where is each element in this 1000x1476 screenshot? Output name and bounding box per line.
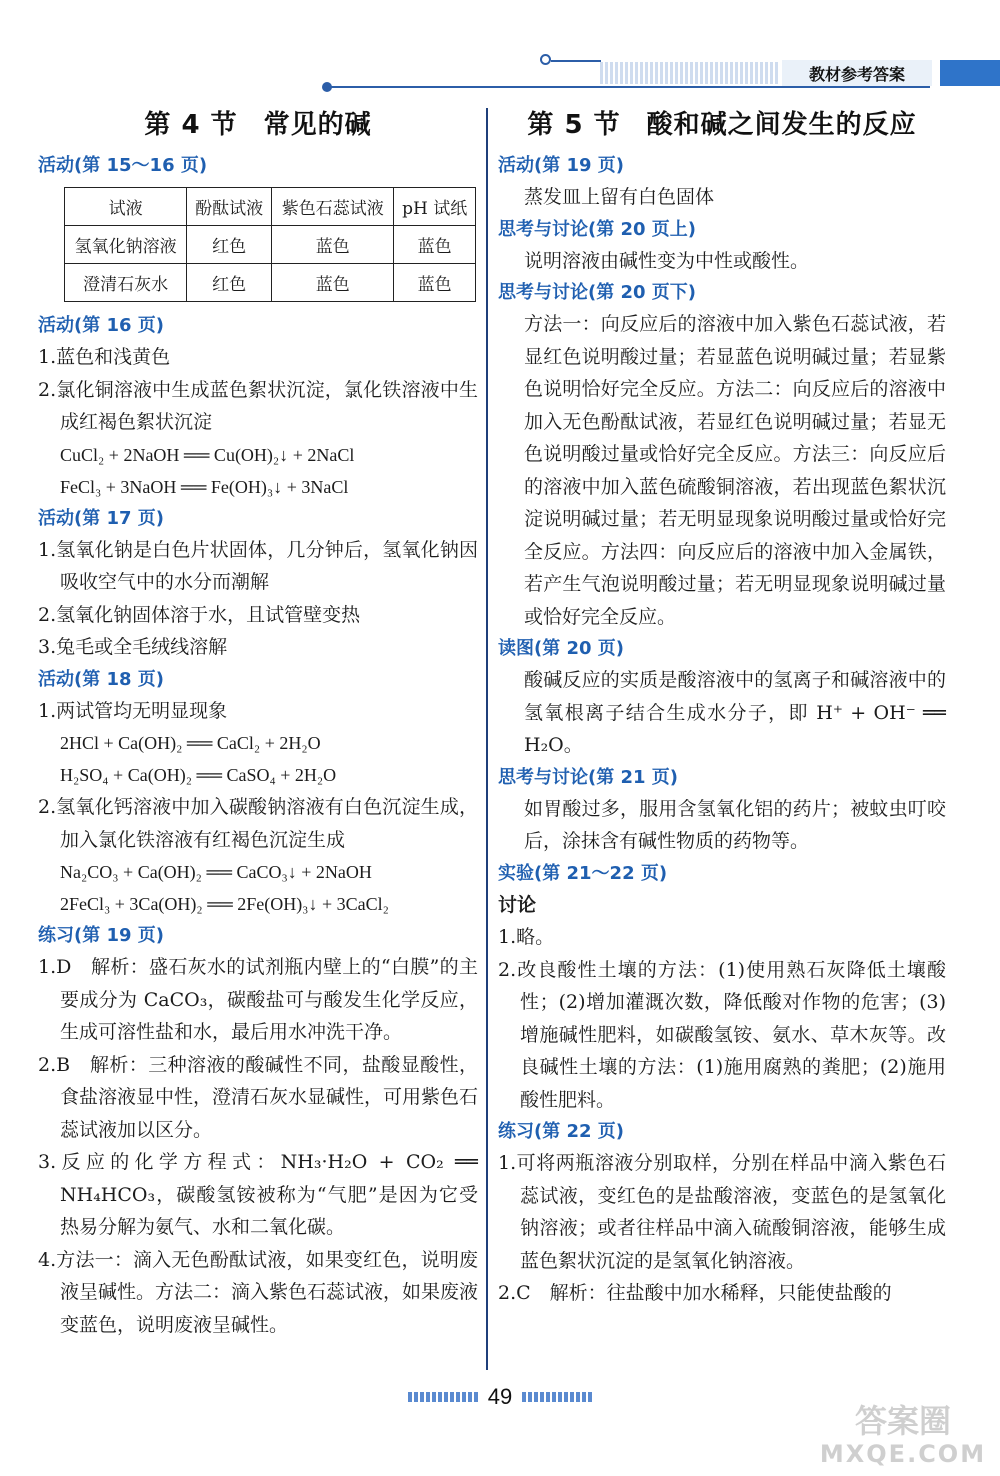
indicator-table [64,187,476,302]
header-title: 教材参考答案 [782,60,932,86]
chemical-equation: Na₂CO₃ + Ca(OH)₂ ══ CaCO₃↓ + 2NaOH [60,862,372,882]
table-row [65,226,476,264]
footer-ornament [522,1392,592,1402]
watermark [808,1402,998,1474]
answer-item: 1.可将两瓶溶液分别取样，分别在样品中滴入紫色石蕊试液，变红色的是盐酸溶液，变蓝色的是氢氧化钠溶液；或者往样品中滴入硫酸铜溶液，能够生成蓝色絮状沉淀的是氢氧化钠溶液。 [498,1152,946,1272]
section-heading [38,100,478,150]
activity-label: 活动(第 18 页) [38,668,165,690]
page-number: 49 [487,1384,513,1409]
answer-item: 1.略。 [498,926,555,948]
watermark-url: MXQE.COM [819,1440,987,1468]
exercise-label: 练习(第 19 页) [38,925,165,946]
table-header-row [65,188,476,226]
table-header-cell: pH 试纸 [394,188,476,226]
answer-item: 2.改良酸性土壤的方法：(1)使用熟石灰降低土壤酸性；(2)增加灌溉次数，降低酸对作物的危害；(3)增施碱性肥料，如碳酸氢铵、氨水、草木灰等。改良碱性土壤的方法：(1)施用腐熟的粪肥；(2)施用酸性肥料。 [498,958,946,1111]
table-header-cell: 紫色石蕊试液 [272,188,394,226]
answer-item: 2.C 解析：往盐酸中加水稀释，只能使盐酸的 [498,1282,892,1304]
answer-item: 2.氢氧化钠固体溶于水，且试管壁变热 [38,603,361,626]
discussion-label: 思考与讨论(第 20 页上) [498,218,697,240]
chemical-equation: 2HCl + Ca(OH)₂ ══ CaCl₂ + 2H₂O [60,733,321,753]
chemical-equation: FeCl₃ + 3NaOH ══ Fe(OH)₃↓ + 3NaCl [60,476,349,497]
answer-item: 2.氯化铜溶液中生成蓝色絮状沉淀，氯化铁溶液中生成红褐色絮状沉淀 [38,378,478,433]
section-heading [498,100,946,150]
activity-label: 活动(第 16 页) [38,315,165,336]
chemical-equation: 2FeCl₃ + 3Ca(OH)₂ ══ 2Fe(OH)₃↓ + 3CaCl₂ [60,894,389,914]
chemical-equation: CuCl₂ + 2NaOH ══ Cu(OH)₂↓ + 2NaCl [60,444,355,465]
answer-item: 1.蓝色和浅黄色 [38,346,171,368]
header-ornament-line [551,60,601,62]
discussion-label: 思考与讨论(第 21 页) [498,766,679,788]
activity-label: 活动(第 15～16 页) [38,155,208,176]
left-column [38,100,478,1341]
watermark-logo-text: 答案圈 [854,1402,951,1440]
answer-text: 蒸发皿上留有白色固体 [524,186,715,208]
chemical-equation: H₂SO₄ + Ca(OH)₂ ══ CaSO₄ + 2H₂O [60,765,337,785]
table-cell: 蓝色 [272,264,394,302]
answer-item: 2.氢氧化钙溶液中加入碳酸钠溶液有白色沉淀生成，加入氯化铁溶液有红褐色沉淀生成 [38,796,478,851]
table-cell: 氢氧化钠溶液 [65,226,187,264]
answer-item: 1.D 解析：盛石灰水的试剂瓶内壁上的“白膜”的主要成分为 CaCO₃，碳酸盐可与酸发生化学反应，生成可溶性盐和水，最后用水冲洗干净。 [38,956,478,1043]
table-cell: 蓝色 [272,226,394,264]
right-column [498,100,946,1310]
header-stripes [600,62,780,84]
page-footer [390,1382,610,1412]
answer-item: 3.兔毛或全毛绒线溶解 [38,636,228,658]
section-number: 第 4 节 [144,110,238,140]
table-cell: 红色 [187,264,272,302]
table-cell: 澄清石灰水 [65,264,187,302]
answer-item: 3.反应的化学方程式：NH₃·H₂O + CO₂ ══ NH₄HCO₃，碳酸氢铵被称为“气肥”是因为它受热易分解为氨气、水和二氧化碳。 [38,1151,478,1238]
column-divider [486,108,488,1370]
table-cell: 红色 [187,226,272,264]
header-ornament-circle [540,54,551,65]
table-row [65,264,476,302]
table-cell: 蓝色 [394,264,476,302]
discussion-label: 思考与讨论(第 20 页下) [498,282,697,303]
subheading: 讨论 [498,893,537,916]
table-header-cell: 试液 [65,188,187,226]
table-cell: 蓝色 [394,226,476,264]
activity-label: 活动(第 19 页) [498,155,625,176]
table-header-cell: 酚酞试液 [187,188,272,226]
answer-text: 酸碱反应的实质是酸溶液中的氢离子和碱溶液中的氢氧根离子结合生成水分子，即 H⁺ + OH⁻ ══ H₂O。 [524,669,946,756]
header-rule [330,86,930,88]
answer-item: 1.两试管均无明显现象 [38,699,228,722]
experiment-label: 实验(第 21～22 页) [498,862,668,884]
answer-item: 4.方法一：滴入无色酚酞试液，如果变红色，说明废液呈碱性。方法二：滴入紫色石蕊试液，如果废液变蓝色，说明废液呈碱性。 [38,1248,479,1336]
answer-text: 说明溶液由碱性变为中性或酸性。 [524,249,810,272]
section-title: 酸和碱之间发生的反应 [646,110,917,140]
footer-ornament [408,1392,478,1402]
activity-label: 活动(第 17 页) [38,507,165,529]
figure-reading-label: 读图(第 20 页) [498,638,625,659]
answer-text: 方法一：向反应后的溶液中加入紫色石蕊试液，若显红色说明酸过量；若显蓝色说明碱过量；若显紫色说明恰好完全反应。方法二：向反应后的溶液中加入无色酚酞试液，若显红色说明碱过量；若显无色说明酸过量或恰好完全反应。方法三：向反应后的溶液中加入蓝色硫酸铜溶液，若出现蓝色絮状沉淀说明碱过量；若无明显现象说明酸过量或恰好完全反应。方法四：向反应后的溶液中加入金属铁，若产生气泡说明酸过量；若无明显现象说明碱过量或恰好完全反应。 [524,313,946,628]
header-block [940,60,1000,86]
section-number: 第 5 节 [527,110,621,140]
section-title: 常见的碱 [263,110,372,140]
answer-item: 1.氢氧化钠是白色片状固体，几分钟后，氢氧化钠因吸收空气中的水分而潮解 [38,538,478,593]
exercise-label: 练习(第 22 页) [498,1121,625,1142]
answer-text: 如胃酸过多，服用含氢氧化铝的药片；被蚊虫叮咬后，涂抹含有碱性物质的药物等。 [524,797,946,852]
answer-item: 2.B 解析：三种溶液的酸碱性不同，盐酸显酸性，食盐溶液显中性，澄清石灰水显碱性，可用紫色石蕊试液加以区分。 [38,1053,479,1141]
